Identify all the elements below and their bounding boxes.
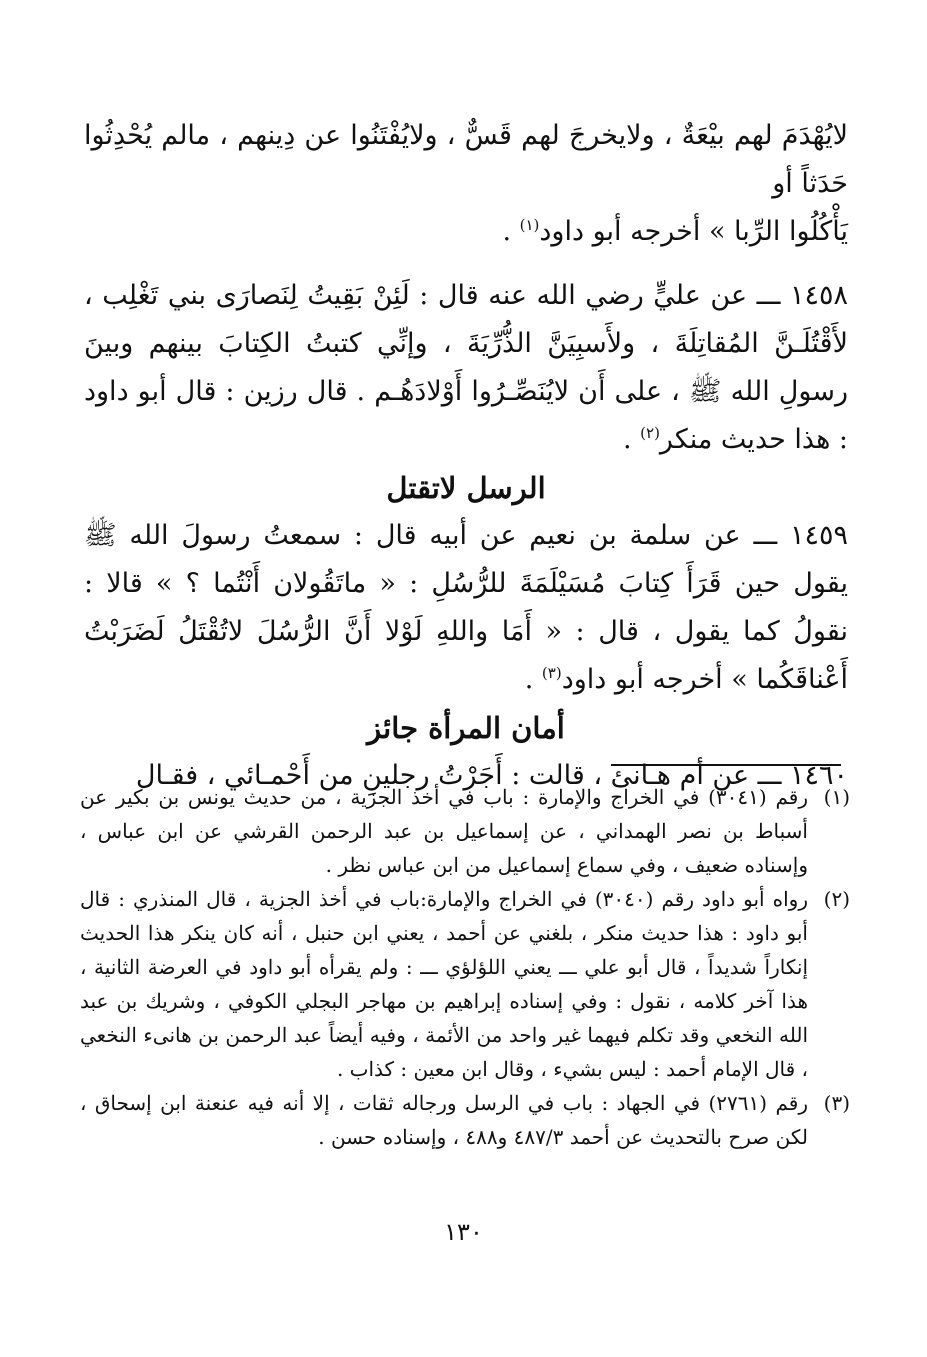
hadith-text: ١٤٦٠ ـــ عن أم هـانئ ، قالت : أَجَرْتُ رجلينِ من أَحْمـائي ، فقـال — [135, 760, 848, 791]
hadith-text: ١٤٥٩ ـــ عن سلمة بن نعيم عن أبيه قال : سمعتُ رسولَ الله ﷺ يقول حين قَرَأَ كِتابَ مُسَيْلَمَةَ للرُّسُلِ : « ماتَقُولان أَنْتُما ؟ » قالا : نقولُ كما يقول ، قال : « أَمَا واللهِ لَوْلا أَنَّ الرُّسُلَ لاتُقْتَلُ لَضَرَبْتُ أَعْناقَكُما » أخرجه أبو داود — [84, 520, 848, 695]
footnote-ref: (٣) — [541, 664, 562, 682]
footnote-number: (١) — [823, 785, 850, 809]
text-line: لايُهْدَمَ لهم بيْعَةٌ ، ولايخرجَ لهم قَسٌّ ، ولايُفْتَنُوا عن دِينهم ، مالم يُحْدِثُوا حَدَثاً أو — [84, 120, 848, 199]
text-end: . — [622, 424, 641, 455]
footnotes — [80, 780, 850, 1154]
footnote-ref: (١) — [519, 216, 540, 234]
main-text — [84, 112, 848, 800]
hadith-text: ١٤٥٨ ـــ عن عليٍّ رضي الله عنه قال : لَئِنْ بَقِيتُ لِنَصارَى بني تَغْلِب ، لأَقْتُلَـنَّ المُقاتِلَةَ ، ولأَسبِيَنَّ الذُّرِّيَةَ ، وإنِّي كتبتُ الكِتابَ بينهم وبينَ رسولِ الله ﷺ ، على أَن لايُنَصِّـرُوا أَوْلادَهُـم . قال رزين : قال أبو داود : هذا حديث منكر — [84, 280, 848, 455]
footnote-text: رقم (٢٧٦١) في الجهاد : باب في الرسل ورجاله ثقات ، إلا أنه فيه عنعنة ابن إسحاق ، لكن صرح بالتحديث عن أحمد ٤٨٧/٣ و٤٨٨ ، وإسناده حسن . — [80, 1091, 808, 1149]
footnote-number: (٣) — [823, 1091, 850, 1115]
section-heading: الرسل لاتقتل — [386, 471, 546, 505]
paragraph-continuation — [84, 112, 848, 256]
hadith-1459 — [84, 512, 848, 704]
footnote-number: (٢) — [823, 887, 850, 911]
text-line: يَأْكُلُوا الرِّبا » أخرجه أبو داود — [539, 216, 848, 247]
footnote-separator — [611, 764, 841, 766]
section-heading: أمان المرأة جائز — [367, 711, 565, 745]
page-number: ١٣٠ — [444, 1218, 483, 1246]
footnote-text: رقم (٣٠٤١) في الخراج والإمارة : باب في أخذ الجزية ، من حديث يونس بن بكير عن أسباط بن نصر الهمداني ، عن إسماعيل بن عبد الرحمن القرشي عن ابن عباس ، وإسناده ضعيف ، وفي سماع إسماعيل من ابن عباس نظر . — [80, 785, 808, 877]
text-end: . — [502, 216, 520, 247]
footnote-ref: (٢) — [640, 424, 660, 442]
hadith-1458 — [84, 272, 848, 464]
footnote — [80, 1086, 850, 1154]
footnote — [80, 780, 850, 882]
footnote-text: رواه أبو داود رقم (٣٠٤٠) في الخراج والإمارة:باب في أخذ الجزية ، قال المنذري : قال أبو داود : هذا حديث منكر ، بلغني عن أحمد ، يعني ابن حنبل ، أنه كان ينكر هذا الحديث إنكاراً شديداً ، قال أبو علي ـــ يعني اللؤلؤي ـــ : ولم يقرأه أبو داود في العرضة الثانية ، هذا آخر كلامه ، نقول : وفي إسناده إبراهيم بن مهاجر البجلي الكوفي ، وشريك بن عبد الله النخعي وقد تكلم فيهما غير واحد من الأئمة ، وفيه أيضاً عبد الرحمن بن هانىء النخعي ، قال الإمام أحمد : ليس بشيء ، وقال ابن معين : كذاب . — [80, 887, 808, 1081]
footnote — [80, 882, 850, 1086]
text-end: . — [524, 664, 542, 695]
